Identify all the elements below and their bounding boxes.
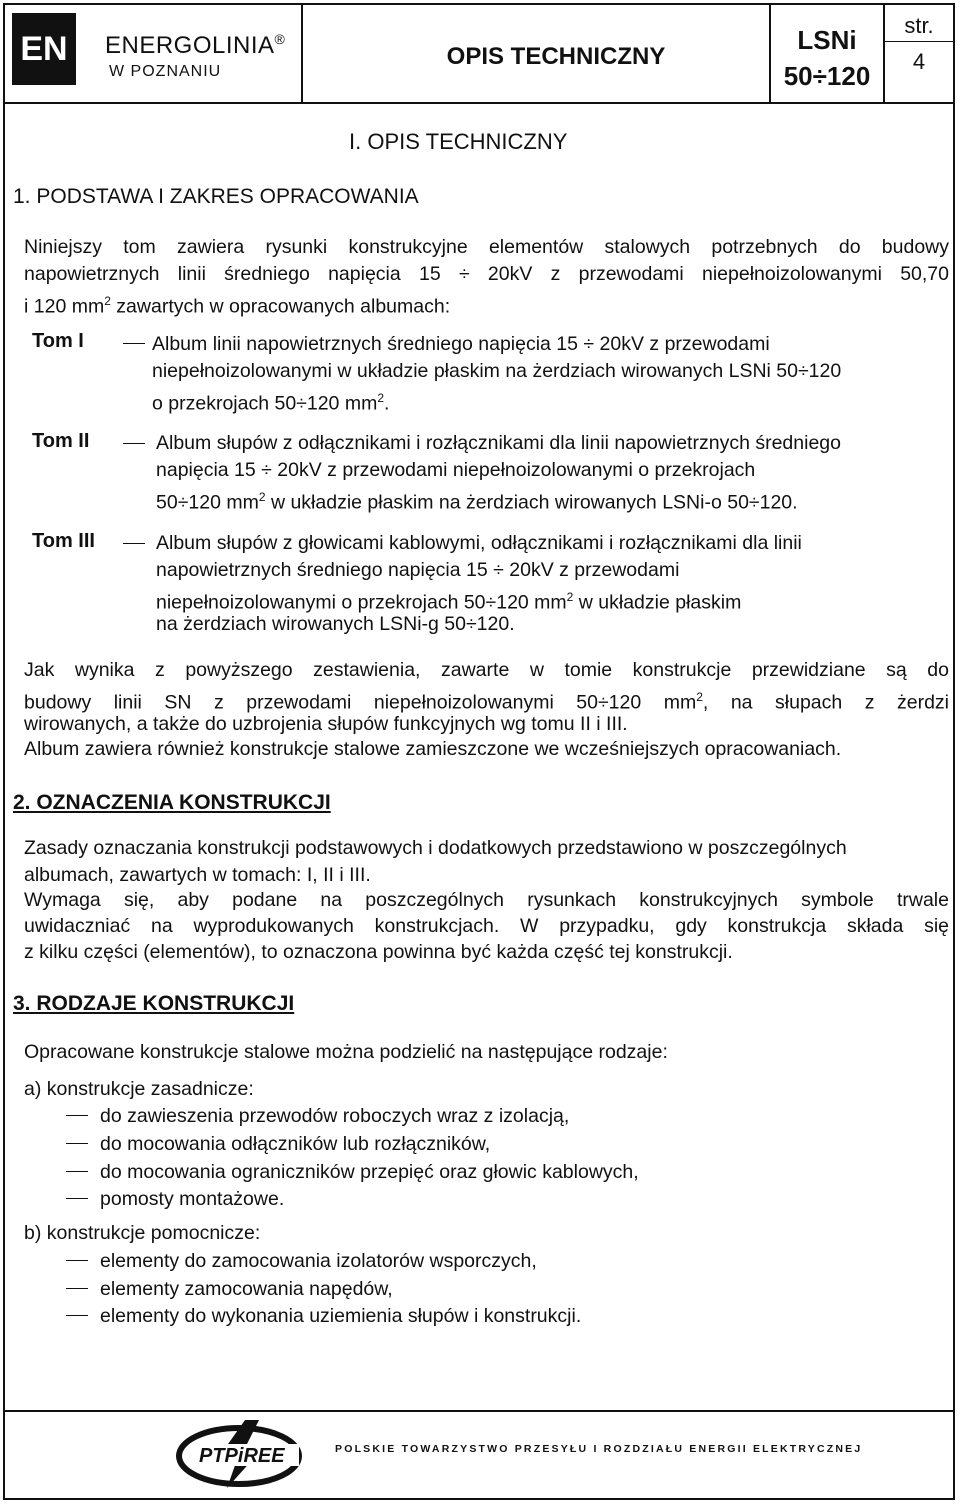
tom-3-text: Album słupów z głowicami kablowymi, odłącznikami i rozłącznikami dla linii <box>156 532 802 554</box>
dash-bullet <box>66 1115 88 1116</box>
dash-bullet <box>123 443 145 444</box>
paragraph-line: z kilku części (elementów), to oznaczona powinna być każda część tej konstrukcji. <box>24 941 733 963</box>
document-title: OPIS TECHNICZNY <box>446 43 666 70</box>
paragraph-line: Wymaga się, aby podane na poszczególnych rysunkach konstrukcyjnych symbole trwale <box>24 889 949 911</box>
footer-divider <box>5 1410 953 1412</box>
list-item: do mocowania ograniczników przepięć oraz głowic kablowych, <box>100 1161 639 1183</box>
tom-1-label: Tom I <box>32 330 84 352</box>
dash-bullet <box>66 1171 88 1172</box>
tom-3-text: napowietrznych średniego napięcia 15 ÷ 20kV z przewodami <box>156 559 680 581</box>
line-range: 50÷120 <box>783 61 871 91</box>
dash-bullet <box>66 1143 88 1144</box>
list-a-label: a) konstrukcje zasadnicze: <box>24 1078 254 1100</box>
title-block <box>5 5 953 104</box>
list-b-label: b) konstrukcje pomocnicze: <box>24 1222 261 1244</box>
section-1-heading: 1. PODSTAWA I ZAKRES OPRACOWANIA <box>13 185 419 208</box>
line-code: LSNi <box>797 25 857 55</box>
main-title: I. OPIS TECHNICZNY <box>349 129 568 154</box>
tom-2-label: Tom II <box>32 430 90 452</box>
list-item: do mocowania odłączników lub rozłączników, <box>100 1133 491 1155</box>
tom-2-text: Album słupów z odłącznikami i rozłącznikami dla linii napowietrznych średniego <box>156 432 841 454</box>
tom-2-text: 50÷120 $mm^2$ w układzie płaskim na żerdziach wirowanych LSNi-o 50÷120. <box>156 490 798 514</box>
dash-bullet <box>66 1288 88 1289</box>
paragraph-line: Zasady oznaczania konstrukcji podstawowych i dodatkowych przedstawiono w poszczególnych <box>24 837 847 859</box>
tom-3-text: na żerdziach wirowanych LSNi-g 50÷120. <box>156 613 515 635</box>
list-item: pomosty montażowe. <box>100 1188 285 1210</box>
company-name: ENERGOLINIA® <box>105 31 286 59</box>
intro-line: napowietrznych linii średniego napięcia 15 ÷ 20kV z przewodami niepełnoizolowanymi 50,70 <box>24 263 949 285</box>
page-frame <box>3 3 955 1500</box>
dash-bullet <box>123 543 145 544</box>
list-item: do zawieszenia przewodów roboczych wraz z izolacją, <box>100 1105 570 1127</box>
dash-bullet <box>66 1260 88 1261</box>
section-3-heading: 3. RODZAJE KONSTRUKCJI <box>13 992 295 1015</box>
paragraph-line: wirowanych, a także do uzbrojenia słupów funkcyjnych wg tomu II i III. <box>24 713 628 735</box>
paragraph-line: Opracowane konstrukcje stalowe można podzielić na następujące rodzaje: <box>24 1041 668 1063</box>
tom-3-text: niepełnoizolowanymi o przekrojach 50÷120 $mm^2$ w układzie płaskim <box>156 590 742 614</box>
dash-bullet <box>66 1198 88 1199</box>
section-2-heading: 2. OZNACZENIA KONSTRUKCJI <box>13 791 331 814</box>
list-item: elementy do wykonania uziemienia słupów i konstrukcji. <box>100 1305 582 1327</box>
list-item: elementy zamocowania napędów, <box>100 1278 393 1300</box>
tom-3-label: Tom III <box>32 530 95 552</box>
tom-1-text: o przekrojach 50÷120 $mm^2$. <box>152 391 390 415</box>
paragraph-line: albumach, zawartych w tomach: I, II i III. <box>24 864 371 886</box>
paragraph-line: Jak wynika z powyższego zestawienia, zawarte w tomie konstrukcje przewidziane są do <box>24 659 949 681</box>
paragraph-line: uwidaczniać na wyprodukowanych konstrukcjach. W przypadku, gdy konstrukcja składa się <box>24 915 949 937</box>
intro-line: i 120 $mm^2$ zawartych w opracowanych albumach: <box>24 294 451 318</box>
tom-1-text: niepełnoizolowanymi w układzie płaskim na żerdziach wirowanych LSNi 50÷120 <box>152 360 842 382</box>
en-logo: EN <box>12 13 76 85</box>
dash-bullet <box>66 1315 88 1316</box>
company-location: W POZNANIU <box>109 63 222 80</box>
tom-1-text: Album linii napowietrznych średniego napięcia 15 ÷ 20kV z przewodami <box>152 333 770 355</box>
paragraph-line: budowy linii SN z przewodami niepełnoizolowanymi 50÷120 $mm^2$, na słupach z żerdzi <box>24 690 949 714</box>
registered-mark: ® <box>274 31 286 47</box>
divider <box>301 5 303 102</box>
page-label: str. <box>904 13 934 38</box>
intro-line: Niniejszy tom zawiera rysunki konstrukcyjne elementów stalowych potrzebnych do budowy <box>24 236 949 258</box>
tom-2-text: napięcia 15 ÷ 20kV z przewodami niepełnoizolowanymi o przekrojach <box>156 459 756 481</box>
list-item: elementy do zamocowania izolatorów wsporczych, <box>100 1250 537 1272</box>
divider <box>885 41 953 42</box>
page-number: 4 <box>912 49 926 74</box>
organization-name: POLSKIE TOWARZYSTWO PRZESYŁU I ROZDZIAŁU ENERGII ELEKTRYCZNEJ <box>335 1443 863 1455</box>
ptpiree-logo <box>175 1420 315 1493</box>
dash-bullet <box>123 343 145 344</box>
paragraph-line: Album zawiera również konstrukcje stalowe zamieszczone we wcześniejszych opracowaniach. <box>24 738 842 760</box>
logo-text: PTPiREE <box>199 1445 285 1467</box>
